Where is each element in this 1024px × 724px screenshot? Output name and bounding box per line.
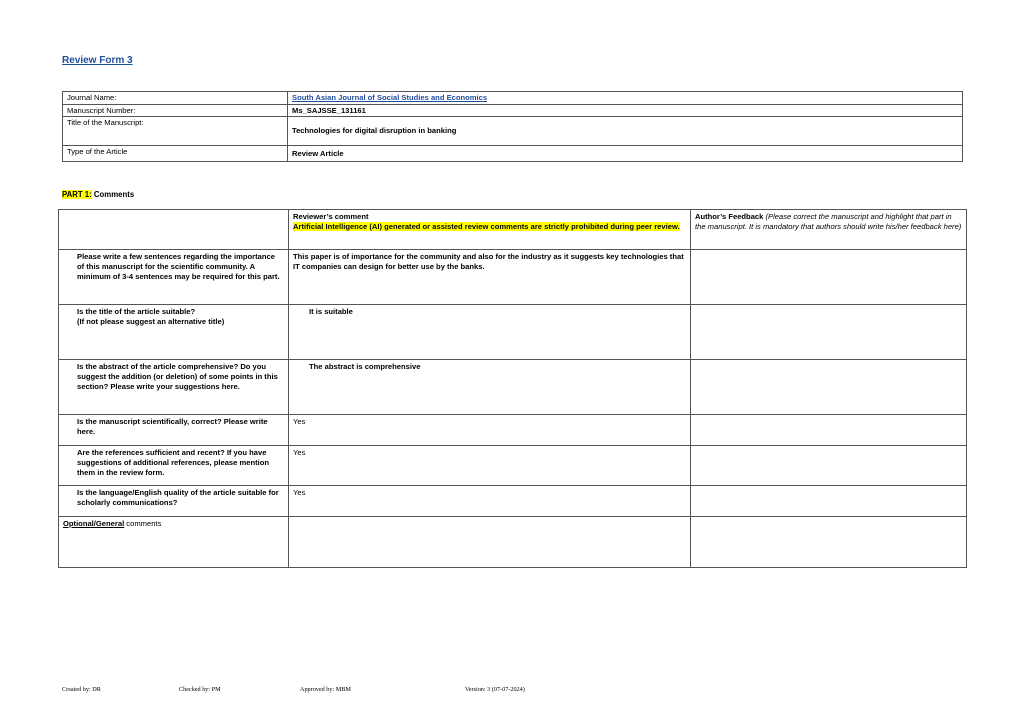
table-row	[59, 446, 967, 486]
table-row	[59, 486, 967, 517]
header-empty-cell	[59, 210, 289, 250]
table-row	[59, 415, 967, 446]
footer-created-by: Created by: DR	[62, 686, 101, 693]
ai-notice: Artificial Intelligence (AI) generated or assisted review comments are strictly prohibited during peer review.	[293, 221, 680, 231]
title-row	[63, 117, 963, 146]
question-title: Is the title of the article suitable? (If not please suggest an alternative title)	[59, 305, 289, 360]
question-language: Is the language/English quality of the article suitable for scholarly communications?	[59, 486, 289, 517]
question-references: Are the references sufficient and recent? If you have suggestions of additional references, please mention them in the review form.	[59, 446, 289, 486]
footer-approved-by: Approved by: MBM	[300, 686, 351, 693]
comments-table	[58, 209, 967, 568]
optional-suffix: comments	[124, 519, 162, 528]
part1-prefix: PART 1:	[62, 190, 92, 199]
answer-references[interactable]: Yes	[289, 446, 691, 486]
answer-language[interactable]: Yes	[289, 486, 691, 517]
part1-suffix: Comments	[91, 190, 135, 199]
journal-link[interactable]: South Asian Journal of Social Studies and Economics	[292, 93, 488, 102]
answer-scientific[interactable]: Yes	[289, 415, 691, 446]
author-feedback-language[interactable]	[691, 486, 967, 517]
reviewer-header-cell	[289, 210, 691, 250]
form-title: Review Form 3	[62, 55, 133, 66]
author-feedback-title[interactable]	[691, 305, 967, 360]
author-header-note: (Please correct the manuscript and highlight that part in the manuscript. It is mandatory that authors should write his/her feedback here)	[695, 212, 962, 231]
question-importance: Please write a few sentences regarding the importance of this manuscript for the scientific community. A minimum of 3-4 sentences may be required for this part.	[59, 250, 289, 305]
table-row	[59, 360, 967, 415]
table-row	[59, 305, 967, 360]
optional-row	[59, 517, 967, 568]
author-feedback-references[interactable]	[691, 446, 967, 486]
reviewer-header: Reviewer’s comment	[293, 212, 369, 221]
table-row	[59, 250, 967, 305]
author-feedback-abstract[interactable]	[691, 360, 967, 415]
optional-label-cell	[59, 517, 289, 568]
author-feedback-importance[interactable]	[691, 250, 967, 305]
answer-abstract[interactable]: The abstract is comprehensive	[289, 360, 691, 415]
journal-label: Journal Name:	[63, 92, 288, 105]
author-header-cell	[691, 210, 967, 250]
author-header: Author’s Feedback	[695, 212, 764, 221]
question-abstract: Is the abstract of the article comprehensive? Do you suggest the addition (or deletion) of some points in this section? Please write your suggestions here.	[59, 360, 289, 415]
optional-feedback-cell[interactable]	[691, 517, 967, 568]
type-row	[63, 146, 963, 162]
manuscript-number-row	[63, 104, 963, 117]
answer-importance[interactable]: This paper is of importance for the community and also for the industry as it suggests key technologies that IT companies can design for better use by the banks.	[289, 250, 691, 305]
journal-row	[63, 92, 963, 105]
manuscript-number-value: Ms_SAJSSE_131161	[288, 104, 963, 117]
optional-label: Optional/General	[63, 519, 125, 528]
footer-version: Version: 3 (07-07-2024)	[465, 686, 525, 693]
author-feedback-scientific[interactable]	[691, 415, 967, 446]
answer-title[interactable]: It is suitable	[289, 305, 691, 360]
manuscript-number-label: Manuscript Number:	[63, 104, 288, 117]
footer-checked-by: Checked by: PM	[179, 686, 221, 693]
question-scientific: Is the manuscript scientifically, correct? Please write here.	[59, 415, 289, 446]
type-label: Type of the Article	[63, 146, 288, 162]
title-value: Technologies for digital disruption in banking	[288, 117, 963, 146]
optional-comment-cell[interactable]	[289, 517, 691, 568]
title-label: Title of the Manuscript:	[63, 117, 288, 146]
part1-heading	[62, 190, 134, 199]
manuscript-info-table	[62, 91, 963, 162]
type-value: Review Article	[288, 146, 963, 162]
header-row	[59, 210, 967, 250]
